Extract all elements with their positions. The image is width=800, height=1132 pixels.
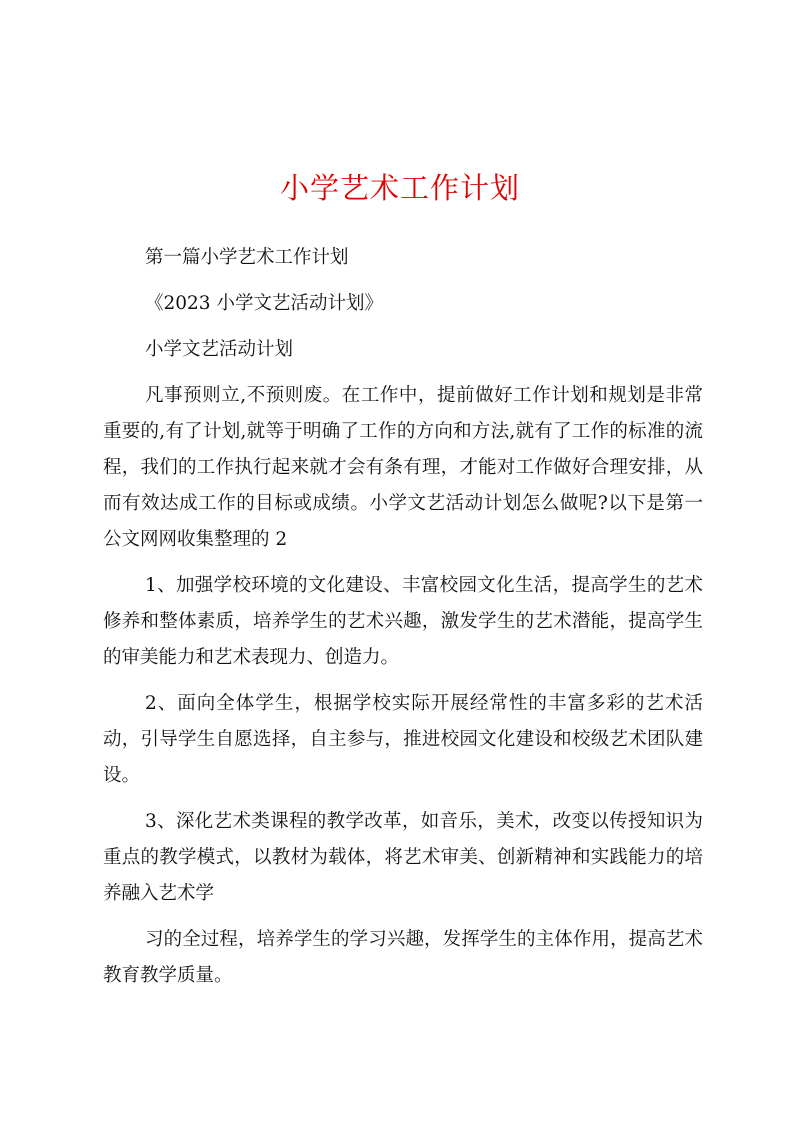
paragraph-item-3-continued: 习的全过程，培养学生的学习兴趣，发挥学生的主体作用，提高艺术教育教学质量。 bbox=[103, 929, 703, 986]
paragraph-subtitle: 小学文艺活动计划 bbox=[145, 339, 294, 360]
paragraph-item-1: 1、加强学校环境的文化建设、丰富校园文化生活，提高学生的艺术修养和整体素质，培养学生的艺术兴趣，激发学生的艺术潜能，提高学生的审美能力和艺术表现力、创造力。 bbox=[103, 575, 703, 668]
paragraph-item-2: 2、面向全体学生，根据学校实际开展经常性的丰富多彩的艺术活动，引导学生自愿选择，自主参与，推进校园文化建设和校级艺术团队建设。 bbox=[103, 693, 703, 786]
paragraph-section-heading: 第一篇小学艺术工作计划 bbox=[145, 247, 349, 268]
document-body bbox=[103, 240, 703, 1004]
document-title: 小学艺术工作计划 bbox=[279, 171, 520, 205]
paragraph-item-3: 3、深化艺术类课程的教学改革，如音乐，美术，改变以传授知识为重点的教学模式，以教材为载体，将艺术审美、创新精神和实践能力的培养融入艺术学 bbox=[103, 811, 703, 904]
paragraph-intro: 凡事预则立,不预则废。在工作中，提前做好工作计划和规划是非常重要的,有了计划,就等于明确了工作的方向和方法,就有了工作的标准的流程，我们的工作执行起来就才会有条有理，才能对工作做好合理安排，从而有效达成工作的目标或成绩。小学文艺活动计划怎么做呢?以下是第一公文网网收集整理的 2 bbox=[103, 385, 703, 550]
paragraph-quoted-title: 《2023 小学文艺活动计划》 bbox=[145, 293, 383, 314]
